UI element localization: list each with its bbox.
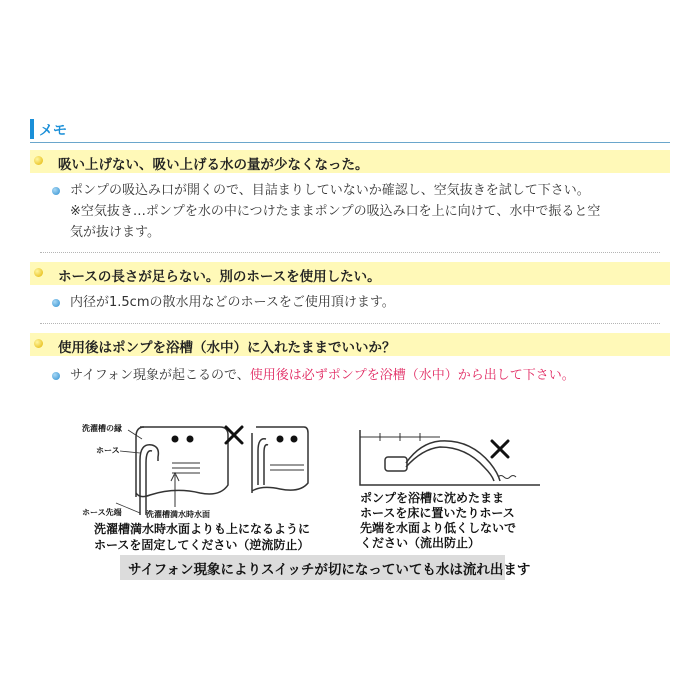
- section-divider-2: [40, 323, 660, 324]
- memo-underline: [30, 142, 670, 143]
- section-divider-1: [40, 252, 660, 253]
- memo-accent-bar: [30, 119, 34, 139]
- faq-answer-1-line-2: ※空気抜き…ポンプを水の中につけたままポンプの吸込み口を上に向けて、水中で振ると空: [70, 204, 601, 219]
- label-hose: ホース: [96, 446, 120, 455]
- question-bullet-icon: [34, 156, 43, 165]
- caption-right-line-2: ホースを床に置いたりホース: [360, 506, 515, 520]
- caption-left-line-1: 洗濯槽満水時水面よりも上になるように: [94, 522, 311, 536]
- faq-question-1: [30, 150, 670, 173]
- siphon-warning-text: サイフォン現象によりスイッチが切になっていても水は流れ出ます: [128, 562, 531, 578]
- faq-question-2-text: ホースの長さが足らない。別のホースを使用したい。: [58, 269, 381, 285]
- caption-right-line-4: ください（流出防止）: [360, 536, 481, 550]
- caption-left-line-2: ホースを固定してください（逆流防止）: [94, 538, 310, 552]
- question-bullet-icon: [34, 339, 43, 348]
- question-bullet-icon: [34, 268, 43, 277]
- caption-right-line-3: 先端を水面より低くしないで: [360, 521, 517, 535]
- faq-answer-1-line-1: ポンプの吸込み口が開くので、目詰まりしていないか確認し、空気抜きを試して下さい。: [70, 183, 590, 198]
- faq-question-1-text: 吸い上げない、吸い上げる水の量が少なくなった。: [58, 157, 369, 173]
- faq-answer-3-line-1: [70, 366, 575, 386]
- memo-title: メモ: [39, 123, 67, 139]
- label-hose-tip: ホース先端: [82, 508, 122, 517]
- faq-question-3: [30, 333, 670, 356]
- answer-bullet-icon: [52, 187, 60, 195]
- faq-answer-3-warning: 使用後は必ずポンプを浴槽（水中）から出して下さい。: [249, 368, 575, 383]
- faq-answer-1: [52, 181, 672, 243]
- answer-bullet-icon: [52, 299, 60, 307]
- label-rim: 洗濯槽の縁: [82, 424, 122, 433]
- label-water-level: 洗濯槽満水時水面: [146, 510, 210, 519]
- answer-bullet-icon: [52, 372, 60, 380]
- memo-header: [30, 117, 670, 143]
- caption-right-line-1: ポンプを浴槽に沈めたまま: [360, 491, 505, 505]
- faq-answer-1-line-3: 気が抜けます。: [70, 225, 160, 240]
- faq-answer-2: [52, 293, 672, 313]
- siphon-warning-banner: [120, 555, 531, 580]
- faq-question-2: [30, 262, 670, 285]
- faq-answer-2-line-1: 内径が1.5cmの散水用などのホースをご使用頂けます。: [70, 295, 395, 310]
- faq-answer-3-plain: サイフォン現象が起こるので、: [70, 368, 250, 383]
- faq-answer-3: [52, 366, 672, 386]
- faq-question-3-text: 使用後はポンプを浴槽（水中）に入れたままでいいか？: [58, 340, 396, 356]
